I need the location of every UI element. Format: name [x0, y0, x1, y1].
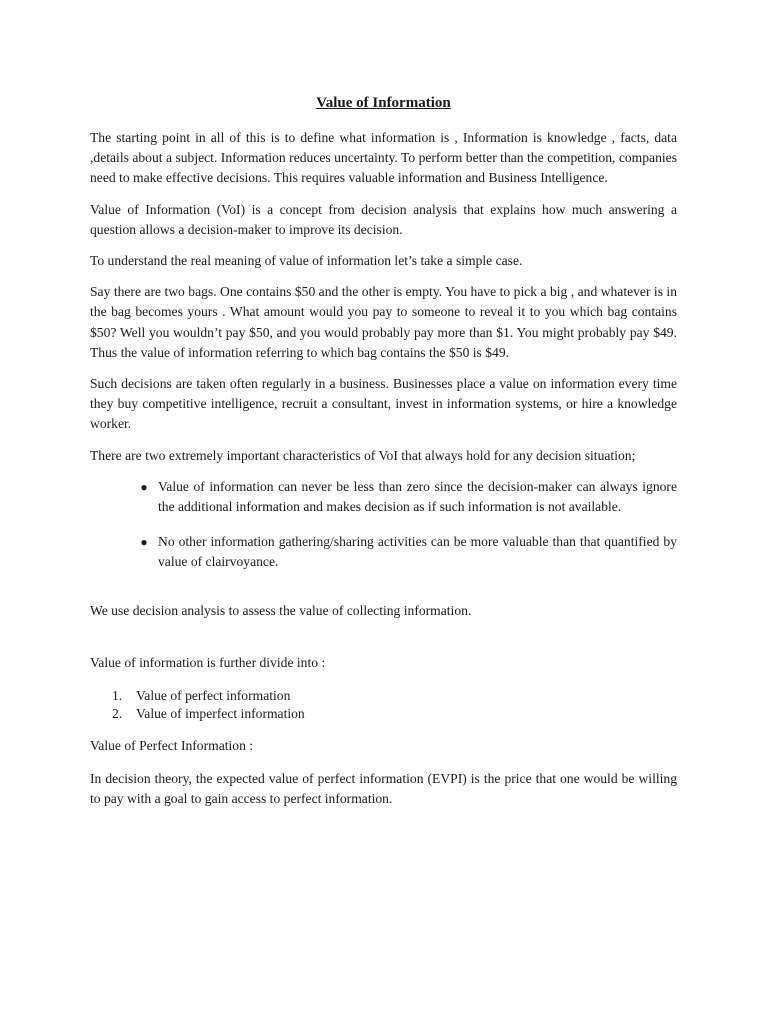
- business-decisions-paragraph: Such decisions are taken often regularly in a business. Businesses place a value on information every time they buy competitive intelligence, recruit a consultant, invest in information systems, or hire a knowledge worker.: [90, 376, 677, 432]
- list-number: 2.: [112, 705, 123, 721]
- list-item: [90, 477, 677, 517]
- vpi-heading: Value of Perfect Information :: [90, 738, 254, 754]
- list-text: Value of perfect information: [136, 688, 291, 704]
- divide-intro-paragraph: Value of information is further divide into :: [90, 654, 326, 670]
- list-item: [90, 532, 677, 572]
- two-bags-paragraph: Say there are two bags. One contains $50 and the other is empty. You have to pick a big , and whatever is in the bag becomes yours . What amount would you pay to someone to reveal it to you which bag contains $50? Well you wouldn’t pay $50, and you would probably pay more than $1. You might probably pay $49. Thus the value of information referring to which bag contains the $50 is $49.: [90, 284, 677, 360]
- voi-definition-paragraph: Value of Information (VoI) is a concept from decision analysis that explains how much answering a question allows a decision-maker to improve its decision.: [90, 201, 677, 237]
- list-item: [90, 705, 677, 723]
- characteristics-list: [90, 477, 677, 573]
- bullet-icon: ●: [140, 535, 148, 550]
- intro-paragraph: The starting point in all of this is to define what information is , Information is knowledge , facts, data ,details about a subject. Information reduces uncertainty. To perform better than the competition, companies need to make effective decisions. This requires valuable information and Business Intelligence.: [90, 130, 677, 186]
- list-item: [90, 687, 677, 705]
- list-number: 1.: [112, 688, 123, 704]
- characteristics-paragraph: There are two extremely important characteristics of VoI that always hold for any decision situation;: [90, 447, 636, 463]
- bullet-icon: ●: [140, 479, 148, 494]
- list-text: Value of imperfect information: [136, 705, 305, 721]
- evpi-paragraph: In decision theory, the expected value of perfect information (EVPI) is the price that one would be willing to pay with a goal to gain access to perfect information.: [90, 771, 677, 807]
- simple-case-paragraph: To understand the real meaning of value of information let’s take a simple case.: [90, 253, 523, 269]
- decision-analysis-paragraph: We use decision analysis to assess the value of collecting information.: [90, 602, 472, 618]
- numbered-list: [90, 687, 677, 722]
- document-page: [90, 92, 677, 821]
- document-title: Value of Information: [316, 95, 451, 111]
- bullet-text: Value of information can never be less than zero since the decision-maker can always ignore the additional information and makes decision as if such information is not available.: [158, 478, 677, 515]
- bullet-text: No other information gathering/sharing activities can be more valuable than that quantified by value of clairvoyance.: [158, 534, 677, 570]
